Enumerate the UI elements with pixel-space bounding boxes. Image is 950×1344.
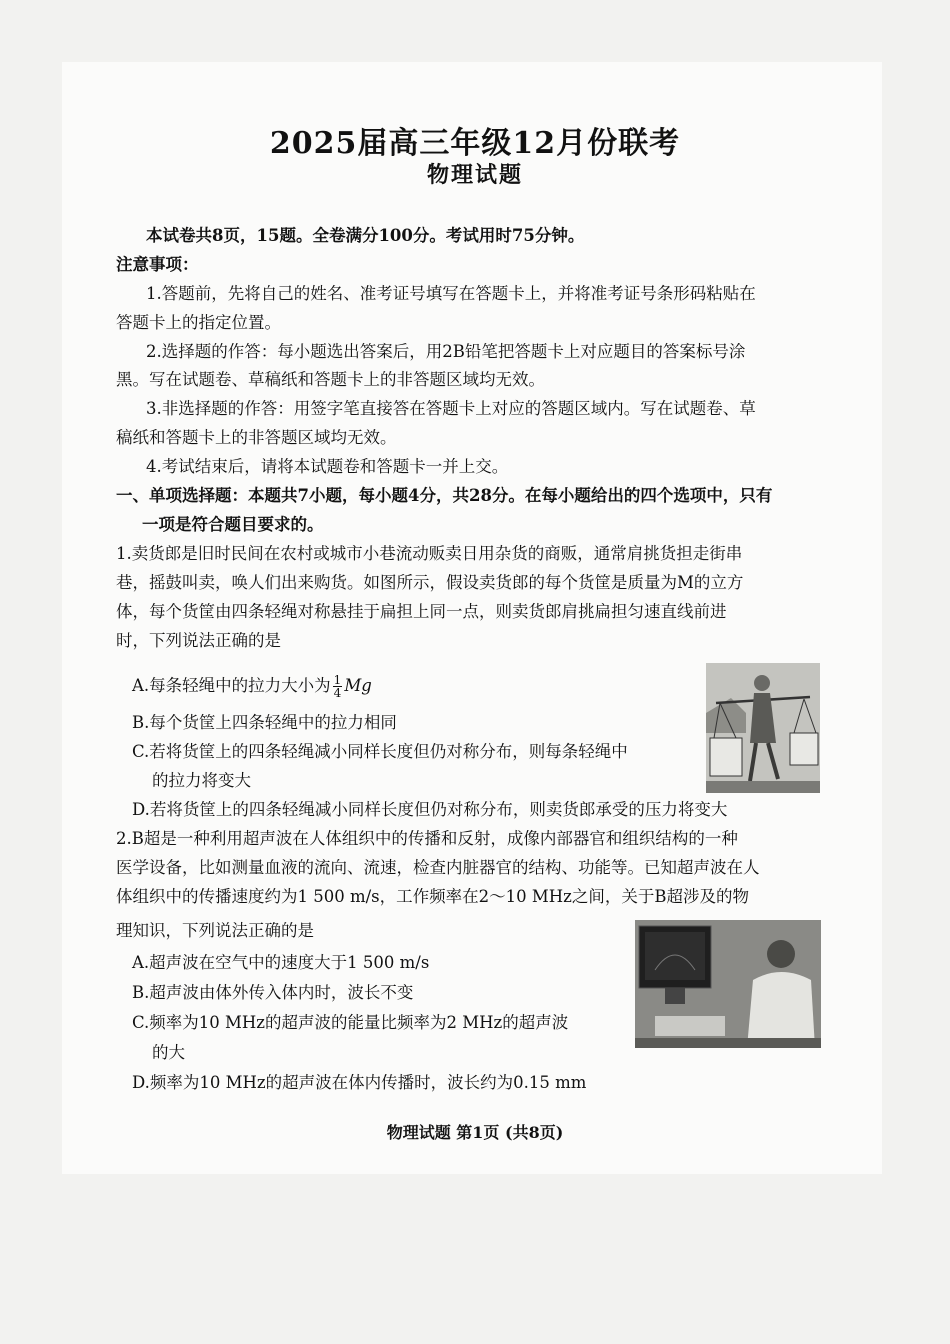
fraction [333, 674, 343, 699]
q2-option-d: D.频率为10 MHz的超声波在体内传播时，波长约为0.15 mm [132, 1073, 587, 1092]
q2-option-b: B.超声波由体外传入体内时，波长不变 [132, 983, 414, 1002]
section-heading: 一、单项选择题：本题共7小题，每小题4分，共28分。在每小题给出的四个选项中，只有 [116, 486, 773, 505]
fraction-numerator: 1 [333, 673, 342, 687]
exam-title: 2025届高三年级12月份联考 [269, 126, 681, 161]
exam-subject: 物理试题 [426, 162, 523, 188]
q1-stem-line: 体，每个货筐由四条轻绳对称悬挂于扁担上同一点，则卖货郎肩挑扁担匀速直线前进 [116, 602, 727, 621]
note-line: 答题卡上的指定位置。 [116, 313, 281, 332]
q1-option-b: B.每个货筐上四条轻绳中的拉力相同 [132, 713, 397, 732]
note-line: 2.选择题的作答：每小题选出答案后，用2B铅笔把答题卡上对应题目的答案标号涂 [146, 342, 746, 361]
q1-option-a-formula: Mg [344, 676, 372, 695]
note-line: 稿纸和答题卡上的非答题区域均无效。 [116, 428, 397, 447]
ultrasound-photo [635, 920, 821, 1048]
note-line: 黑。写在试题卷、草稿纸和答题卡上的非答题区域均无效。 [116, 370, 545, 389]
q1-option-a [132, 674, 372, 699]
q2-stem-line: 医学设备，比如测量血液的流向、流速，检查内脏器官的结构、功能等。已知超声波在人 [116, 858, 760, 877]
peddler-drawing [706, 663, 820, 793]
note-line: 3.非选择题的作答：用签字笔直接答在答题卡上对应的答题区域内。写在试题卷、草 [146, 399, 756, 418]
page-footer: 物理试题 第1页 (共8页) [386, 1123, 564, 1142]
section-heading-cont: 一项是符合题目要求的。 [142, 515, 324, 534]
exam-intro: 本试卷共8页，15题。全卷满分100分。考试用时75分钟。 [146, 226, 585, 245]
note-line: 1.答题前，先将自己的姓名、准考证号填写在答题卡上，并将准考证号条形码粘贴在 [146, 284, 756, 303]
q1-option-c: C.若将货筐上的四条轻绳减小同样长度但仍对称分布，则每条轻绳中 [132, 742, 628, 761]
q2-option-a: A.超声波在空气中的速度大于1 500 m/s [132, 953, 430, 972]
q1-option-d: D.若将货筐上的四条轻绳减小同样长度但仍对称分布，则卖货郎承受的压力将变大 [132, 800, 728, 819]
notes-heading: 注意事项： [116, 255, 199, 274]
q1-stem-line: 巷，摇鼓叫卖，唤人们出来购货。如图所示，假设卖货郎的每个货筐是质量为M的立方 [116, 573, 744, 592]
q2-stem-line: 体组织中的传播速度约为1 500 m/s，工作频率在2～10 MHz之间，关于B超涉及的物 [116, 887, 749, 906]
q1-option-c-cont: 的拉力将变大 [152, 771, 251, 790]
q1-option-a-text: A.每条轻绳中的拉力大小为 [132, 676, 331, 695]
q1-stem-line: 1.卖货郎是旧时民间在农村或城市小巷流动贩卖日用杂货的商贩，通常肩挑货担走街串 [116, 544, 743, 563]
fraction-denominator: 4 [333, 686, 342, 700]
note-line: 4.考试结束后，请将本试题卷和答题卡一并上交。 [146, 457, 509, 476]
q2-option-c: C.频率为10 MHz的超声波的能量比频率为2 MHz的超声波 [132, 1013, 569, 1032]
ultrasound-drawing [635, 920, 821, 1048]
q1-stem-line: 时，下列说法正确的是 [116, 631, 281, 650]
peddler-illustration [706, 663, 820, 793]
q2-stem-line: 2.B超是一种利用超声波在人体组织中的传播和反射，成像内部器官和组织结构的一种 [116, 829, 738, 848]
q2-stem-line: 理知识，下列说法正确的是 [116, 921, 314, 940]
q2-option-c-cont: 的大 [152, 1043, 185, 1062]
